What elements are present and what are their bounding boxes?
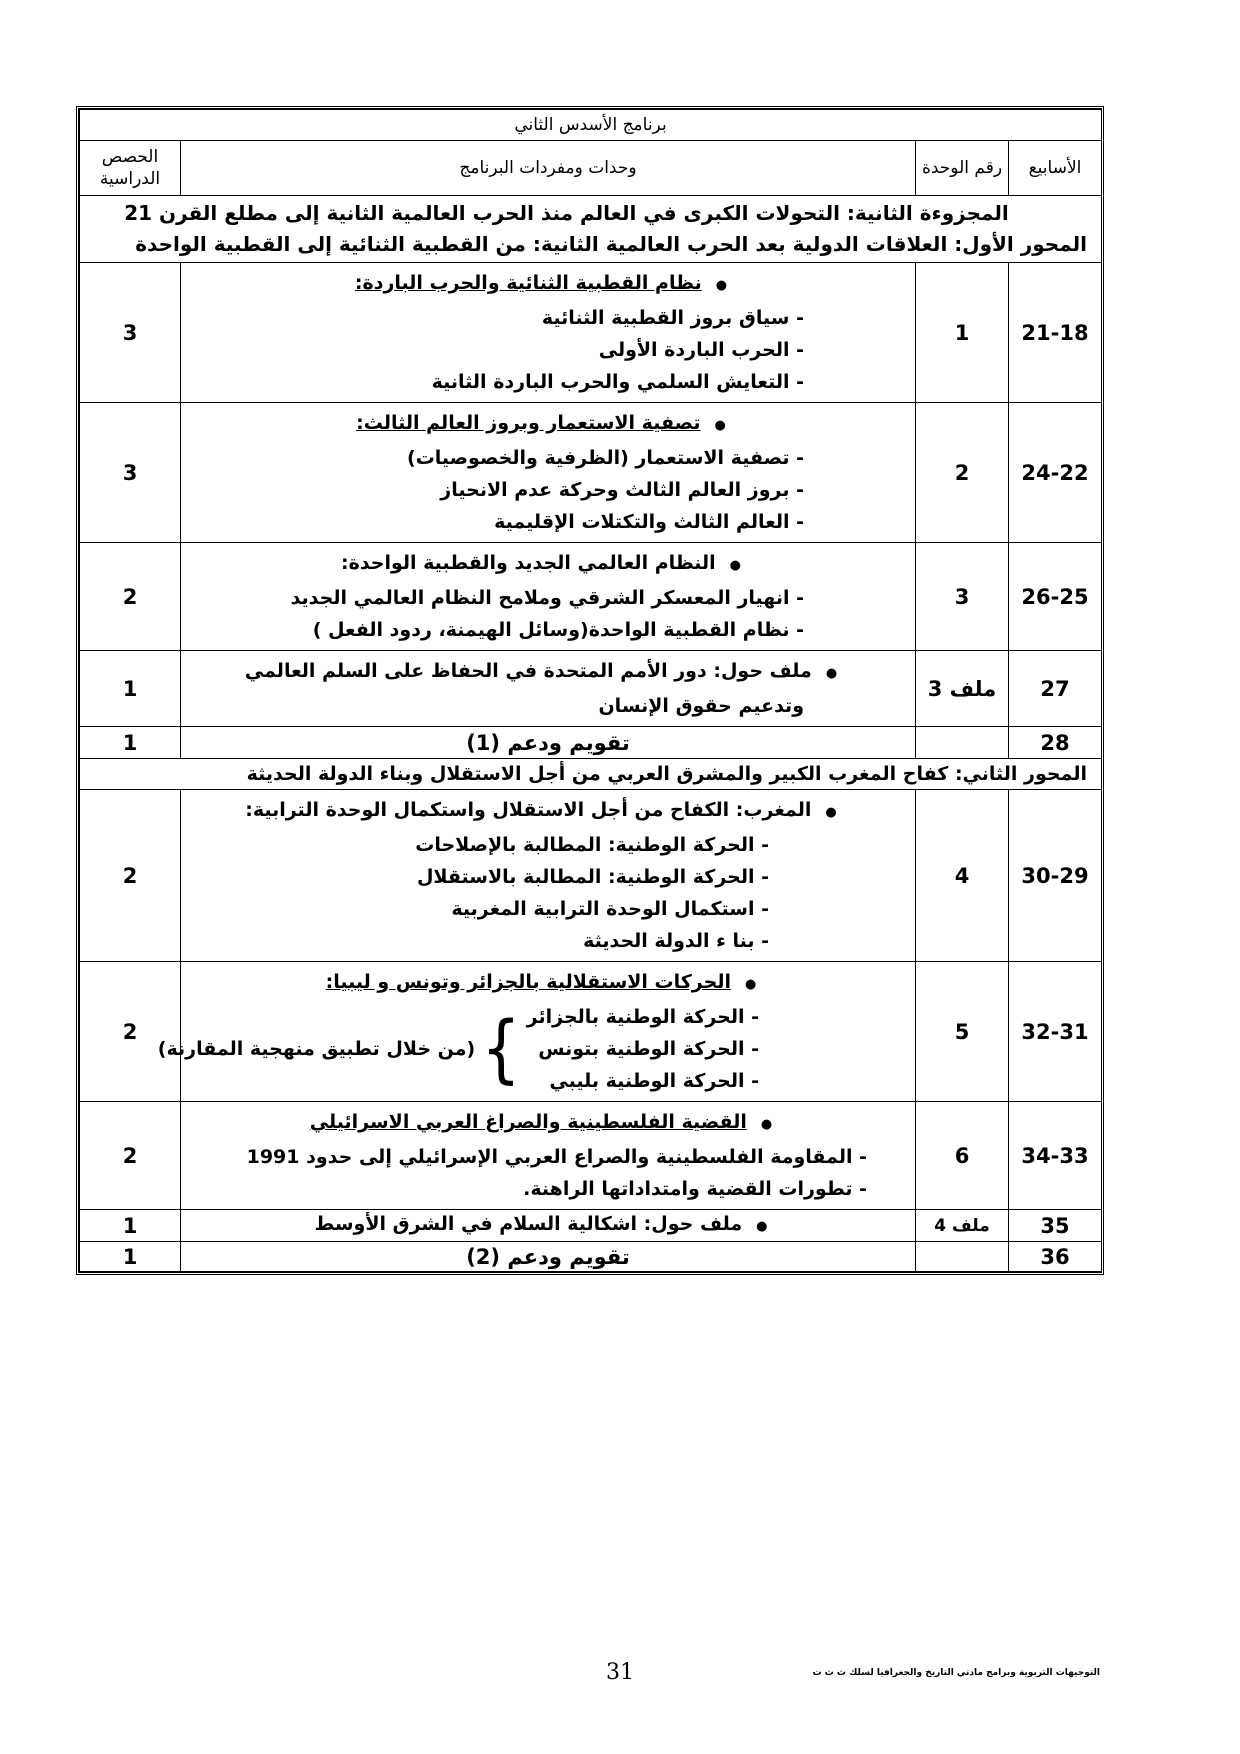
unit-title: المغرب: الكفاح من أجل الاستقلال واستكمال الوحدة الترابية: — [245, 799, 812, 821]
unit-number-cell: ملف 4 — [916, 1210, 1009, 1242]
unit-item: - الحركة الوطنية: المطالبة بالاستقلال — [416, 866, 769, 888]
units-cell — [181, 651, 916, 727]
header-units: وحدات ومفردات البرنامج — [181, 141, 916, 196]
unit-item: - الحركة الوطنية بالجزائر — [526, 1006, 759, 1028]
sessions-cell: 2 — [80, 962, 181, 1102]
unit-item: - التعايش السلمي والحرب الباردة الثانية — [431, 371, 804, 393]
units-cell — [181, 1102, 916, 1210]
sessions-cell: 1 — [80, 1242, 181, 1272]
weeks-cell: 24-22 — [1009, 403, 1102, 543]
unit-number-cell: 3 — [916, 543, 1009, 651]
weeks-cell: 21-18 — [1009, 263, 1102, 403]
unit-number-cell: 5 — [916, 962, 1009, 1102]
units-cell — [181, 543, 916, 651]
module-section — [80, 196, 1102, 263]
bullet-icon: ● — [714, 418, 726, 433]
unit-item: - بنا ء الدولة الحديثة — [583, 930, 769, 952]
unit-item: - بروز العالم الثالث وحركة عدم الانحياز — [440, 479, 804, 501]
module-title: المجزوءة الثانية: التحولات الكبرى في العالم منذ الحرب العالمية الثانية إلى مطلع القرن 21 — [124, 201, 1009, 225]
axis-1-title: المحور الأول: العلاقات الدولية بعد الحرب العالمية الثانية: من القطبية الثنائية إلى القطبية الواحدة — [135, 232, 1087, 256]
units-cell — [157, 962, 916, 1102]
table-row — [80, 790, 1102, 962]
units-cell — [181, 790, 916, 962]
sessions-cell: 2 — [80, 790, 181, 962]
table-row — [80, 543, 1102, 651]
table-row — [80, 403, 1102, 543]
assessment-cell: تقويم ودعم (1) — [181, 727, 916, 759]
weeks-cell: 26-25 — [1009, 543, 1102, 651]
units-cell — [181, 403, 916, 543]
program-table — [79, 109, 1102, 1272]
header-sessions: الحصص الدراسية — [80, 141, 181, 196]
table-row — [80, 1102, 1102, 1210]
weeks-cell: 36 — [1009, 1242, 1102, 1272]
unit-item: - انهيار المعسكر الشرقي وملامح النظام العالمي الجديد — [290, 587, 804, 609]
header-unit-number: رقم الوحدة — [916, 141, 1009, 196]
unit-item: - الحركة الوطنية: المطالبة بالإصلاحات — [415, 834, 769, 856]
bullet-icon: ● — [729, 558, 742, 573]
axis-2-title: المحور الثاني: كفاح المغرب الكبير والمشرق العربي من أجل الاستقلال وبناء الدولة الحديثة — [80, 759, 1102, 790]
weeks-cell: 27 — [1009, 651, 1102, 727]
unit-item: - العالم الثالث والتكتلات الإقليمية — [494, 511, 804, 533]
curly-brace-icon: } — [481, 1004, 521, 1093]
bullet-icon: ● — [756, 1219, 768, 1234]
unit-number-cell: 4 — [916, 790, 1009, 962]
table-row — [80, 263, 1102, 403]
unit-number-cell: 6 — [916, 1102, 1009, 1210]
bullet-icon: ● — [760, 1117, 773, 1132]
unit-item: - المقاومة الفلسطينية والصراع العربي الإسرائيلي إلى حدود 1991 — [246, 1146, 867, 1168]
unit-title: ملف حول: اشكالية السلام في الشرق الأوسط — [314, 1213, 743, 1235]
unit-item: وتدعيم حقوق الإنسان — [598, 695, 804, 717]
unit-item: - استكمال الوحدة الترابية المغربية — [451, 898, 769, 920]
table-row — [80, 1242, 1102, 1272]
sessions-cell: 2 — [80, 543, 181, 651]
units-cell — [181, 1210, 916, 1242]
sessions-cell: 1 — [80, 727, 181, 759]
header-weeks: الأسابيع — [1009, 141, 1102, 196]
unit-item: - الحركة الوطنية بليبي — [549, 1070, 759, 1092]
table-row — [80, 727, 1102, 759]
weeks-cell: 34-33 — [1009, 1102, 1102, 1210]
table-row — [80, 962, 1102, 1102]
unit-item: - نظام القطبية الواحدة(وسائل الهيمنة، ردود الفعل ) — [312, 619, 804, 641]
unit-number-cell: ملف 3 — [916, 651, 1009, 727]
unit-number-cell — [916, 1242, 1009, 1272]
page-number: 31 — [606, 1660, 634, 1685]
sessions-cell: 1 — [80, 1210, 181, 1242]
weeks-cell: 28 — [1009, 727, 1102, 759]
unit-title: الحركات الاستقلالية بالجزائر وتونس و ليبيا: — [325, 971, 731, 993]
bullet-icon: ● — [825, 805, 837, 820]
weeks-cell: 35 — [1009, 1210, 1102, 1242]
weeks-cell: 30-29 — [1009, 790, 1102, 962]
table-row — [80, 1210, 1102, 1242]
bullet-icon: ● — [715, 278, 728, 293]
unit-item: - تصفية الاستعمار (الظرفية والخصوصيات) — [407, 447, 804, 469]
bullet-icon: ● — [744, 977, 757, 992]
sessions-cell: 2 — [80, 1102, 181, 1210]
bullet-icon: ● — [825, 666, 838, 681]
sessions-cell: 3 — [80, 263, 181, 403]
units-cell — [181, 263, 916, 403]
table-row — [80, 651, 1102, 727]
unit-number-cell: 2 — [916, 403, 1009, 543]
comparison-note: (من خلال تطبيق منهجية المقارنة) — [157, 1038, 476, 1060]
weeks-cell: 32-31 — [1009, 962, 1102, 1102]
unit-title: نظام القطبية الثنائية والحرب الباردة: — [354, 272, 702, 294]
unit-title: تصفية الاستعمار وبروز العالم الثالث: — [356, 412, 701, 434]
unit-title: القضية الفلسطينية والصراغ العربي الاسرائيلي — [309, 1111, 747, 1133]
unit-title: ملف حول: دور الأمم المتحدة في الحفاظ على السلم العالمي — [244, 660, 812, 682]
sessions-cell: 3 — [80, 403, 181, 543]
unit-number-cell — [916, 727, 1009, 759]
table-title: برنامج الأسدس الثاني — [80, 110, 1102, 141]
unit-item: - الحركة الوطنية بتونس — [538, 1038, 759, 1060]
unit-title: النظام العالمي الجديد والقطبية الواحدة: — [340, 552, 716, 574]
unit-item: - سياق بروز القطبية الثنائية — [541, 307, 804, 329]
program-table-frame — [76, 106, 1104, 1275]
unit-number-cell: 1 — [916, 263, 1009, 403]
footer-note: التوجيهات التربوية وبرامج مادتي التاريخ والجغرافيا لسلك ث ث ت — [812, 1668, 1100, 1678]
sessions-cell: 1 — [80, 651, 181, 727]
unit-item: - الحرب الباردة الأولى — [598, 339, 804, 361]
unit-item: - تطورات القضية وامتداداتها الراهنة. — [523, 1178, 867, 1200]
assessment-cell: تقويم ودعم (2) — [181, 1242, 916, 1272]
